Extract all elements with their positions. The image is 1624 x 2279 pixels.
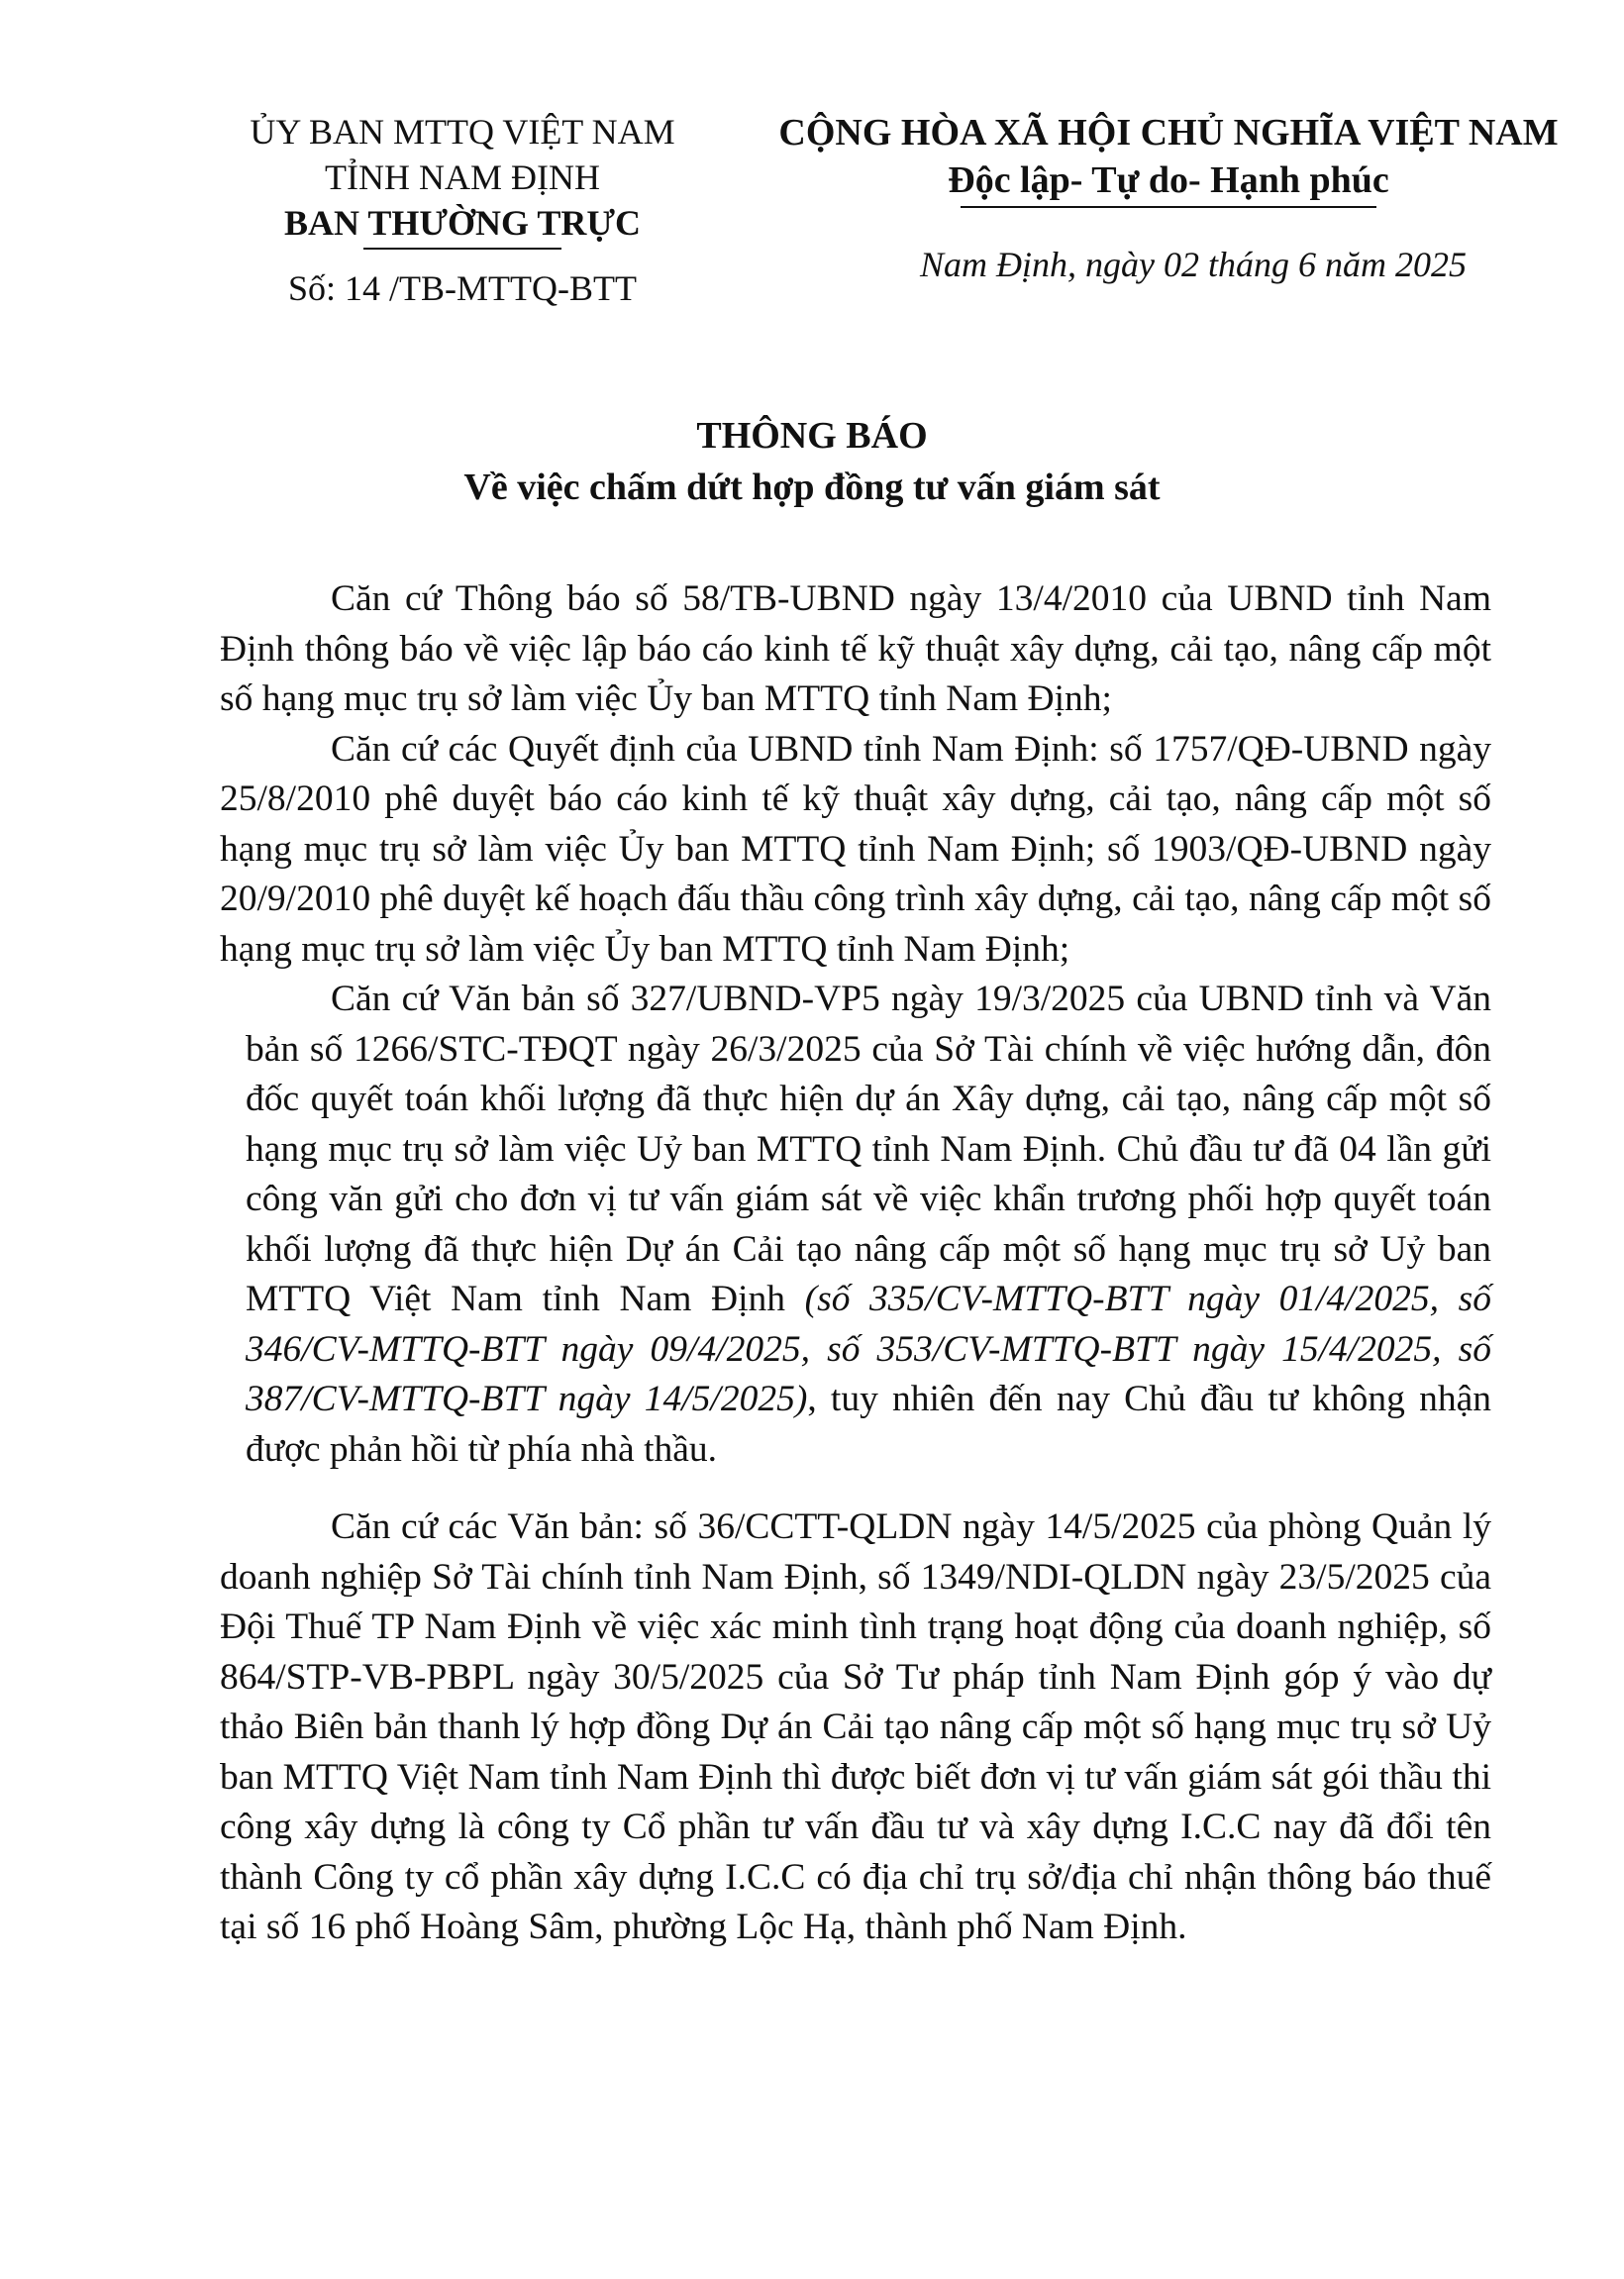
document-subject: Về việc chấm dứt hợp đồng tư vấn giám sát bbox=[463, 466, 1161, 508]
national-motto: Độc lập- Tự do- Hạnh phúc bbox=[948, 159, 1389, 201]
paragraph-2: Căn cứ các Quyết định của UBND tỉnh Nam Định: số 1757/QĐ-UBND ngày 25/8/2010 phê duyệt báo cáo kinh tế kỹ thuật xây dựng, cải tạo, nâng cấp một số hạng mục trụ sở làm việc Ủy ban MTTQ tỉnh Nam Định; số 1903/QĐ-UBND ngày 20/9/2010 phê duyệt kế hoạch đấu thầu công trình xây dựng, cải tạo, nâng cấp một số hạng mục trụ sở làm việc Ủy ban MTTQ tỉnh Nam Định; bbox=[220, 728, 1491, 970]
nation-title: CỘNG HÒA XÃ HỘI CHỦ NGHĨA VIỆT NAM bbox=[778, 112, 1559, 154]
motto-underline bbox=[961, 206, 1376, 208]
org-underline bbox=[363, 248, 561, 250]
document-number: Số: 14 /TB-MTTQ-BTT bbox=[288, 268, 637, 308]
paragraph-3-text-b: , tuy nhiên đến nay Chủ đầu tư không nhận được phản hồi từ phía nhà thầu. bbox=[246, 1379, 1491, 1470]
document-type: THÔNG BÁO bbox=[696, 415, 928, 457]
org-line-3: BAN THƯỜNG TRỰC bbox=[283, 203, 642, 243]
national-header-block bbox=[762, 109, 1574, 208]
place-and-date: Nam Định, ngày 02 tháng 6 năm 2025 bbox=[920, 245, 1467, 284]
org-line-1: ỦY BAN MTTQ VIỆT NAM bbox=[250, 112, 675, 152]
issuing-organization-block bbox=[220, 109, 705, 311]
org-line-2: TỈNH NAM ĐỊNH bbox=[325, 157, 600, 197]
paragraph-4: Căn cứ các Văn bản: số 36/CCTT-QLDN ngày 14/5/2025 của phòng Quản lý doanh nghiệp Sở Tài chính tỉnh Nam Định, số 1349/NDI-QLDN ngày 23/5/2025 của Đội Thuế TP Nam Định về việc xác minh tình trạng hoạt động của doanh nghiệp, số 864/STP-VB-PBPL ngày 30/5/2025 của Sở Tư pháp tỉnh Nam Định góp ý vào dự thảo Biên bản thanh lý hợp đồng Dự án Cải tạo nâng cấp một số hạng mục trụ sở Uỷ ban MTTQ Việt Nam tỉnh Nam Định thì được biết đơn vị tư vấn giám sát gói thầu thi công xây dựng là công ty Cổ phần tư vấn đầu tư và xây dựng I.C.C nay đã đổi tên thành Công ty cổ phần xây dựng I.C.C có địa chỉ trụ sở/địa chỉ nhận thông báo thuế tại số 16 phố Hoàng Sâm, phường Lộc Hạ, thành phố Nam Định. bbox=[220, 1506, 1491, 1947]
paragraph-3 bbox=[246, 975, 1491, 1475]
paragraph-3-references: (số 335/CV-MTTQ-BTT ngày 01/4/2025, số 346/CV-MTTQ-BTT ngày 09/4/2025, số 353/CV-MTTQ-BTT ngày 15/4/2025, số 387/CV-MTTQ-BTT ngày 14/5/2025) bbox=[246, 1279, 1492, 1419]
document-title-block bbox=[0, 410, 1624, 513]
paragraph-3-text-a: Căn cứ Văn bản số 327/UBND-VP5 ngày 19/3/2025 của UBND tỉnh và Văn bản số 1266/STC-TĐQT ngày 26/3/2025 của Sở Tài chính về việc hướng dẫn, đôn đốc quyết toán khối lượng đã thực hiện dự án Xây dựng, cải tạo, nâng cấp một số hạng mục trụ sở làm việc Uỷ ban MTTQ tỉnh Nam Định. Chủ đầu tư đã 04 lần gửi công văn gửi cho đơn vị tư vấn giám sát về việc khẩn trương phối hợp quyết toán khối lượng đã thực hiện Dự án Cải tạo nâng cấp một số hạng mục trụ sở Uỷ ban MTTQ Việt Nam tỉnh Nam Định bbox=[246, 979, 1491, 1319]
paragraph-1: Căn cứ Thông báo số 58/TB-UBND ngày 13/4/2010 của UBND tỉnh Nam Định thông báo về việc lập báo cáo kinh tế kỹ thuật xây dựng, cải tạo, nâng cấp một số hạng mục trụ sở làm việc Ủy ban MTTQ tỉnh Nam Định; bbox=[220, 578, 1491, 719]
document-body bbox=[220, 574, 1491, 1953]
